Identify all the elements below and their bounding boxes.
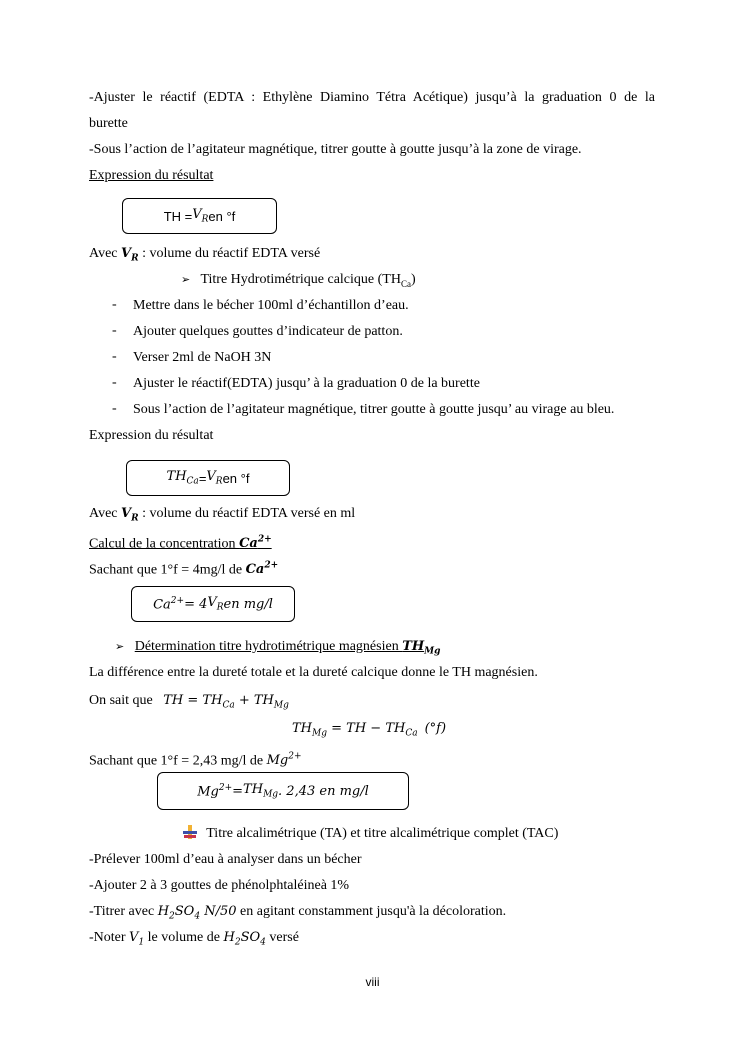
subsection-heading: ➢ Détermination titre hydrotimétrique magnésien $TH_{Mg}$	[115, 639, 441, 657]
text-line: -Titrer avec $H_2SO_4$ N/50 en agitant constamment jusqu'à la décoloration.	[89, 904, 507, 922]
list-bullet: -	[112, 401, 117, 416]
arrow-bullet-icon: ➢	[181, 274, 191, 286]
colored-bullet-icon	[183, 825, 197, 839]
page-number: viii	[365, 975, 380, 989]
list-item: Ajuster le réactif(EDTA) jusqu’ à la graduation 0 de la burette	[133, 376, 480, 391]
text-line: Sachant que 1°f = 2,43 mg/l de $Mg^{2+}$	[89, 752, 302, 769]
text-line: -Ajouter 2 à 3 gouttes de phénolphtaléineà 1%	[89, 878, 350, 893]
text-line: On sait que TH = $TH_{Ca} + TH_{Mg}$	[89, 693, 289, 711]
list-item: Ajouter quelques gouttes d’indicateur de patton.	[133, 324, 403, 339]
text-line: Sachant que 1°f = 4mg/l de $Ca^{2+}$	[89, 561, 279, 578]
text-line: La différence entre la dureté totale et la dureté calcique donne le TH magnésien.	[89, 665, 538, 680]
section-heading: Expression du résultat	[89, 168, 214, 183]
list-bullet: -	[112, 375, 117, 390]
text-line: Avec $V_R$ : volume du réactif EDTA versé	[89, 246, 321, 264]
list-bullet: -	[112, 349, 117, 364]
text-line: burette	[89, 116, 128, 131]
formula-line: $TH_{Mg}$ = TH − $TH_{Ca}$ (°f)	[292, 721, 447, 739]
list-item: Verser 2ml de NaOH 3N	[133, 350, 272, 365]
formula-box-mg: $Mg^{2+}$ = $TH_{Mg}$ . 2,43 en mg/l	[157, 772, 409, 810]
subsection-heading: ➢ Titre Hydrotimétrique calcique $(TH_{Ca})$	[181, 272, 416, 289]
text-line: Avec $V_R$ : volume du réactif EDTA versé en ml	[89, 506, 356, 524]
arrow-bullet-icon: ➢	[115, 641, 125, 653]
section-heading: Expression du résultat	[89, 428, 214, 443]
text-line: -Ajuster le réactif (EDTA : Ethylène Diamino Tétra Acétique) jusqu’à la graduation 0 de la	[89, 90, 655, 105]
subsection-heading: Titre alcalimétrique (TA) et titre alcalimétrique complet (TAC)	[183, 825, 558, 843]
list-item: Sous l’action de l’agitateur magnétique, titrer goutte à goutte jusqu’ au virage au bleu.	[133, 402, 615, 417]
text-line: -Sous l’action de l’agitateur magnétique, titrer goutte à goutte jusqu’à la zone de virage.	[89, 142, 582, 157]
formula-box-th: TH = $V_R$ en °f	[122, 198, 277, 234]
text-line: -Noter $V_1$ le volume de $H_2SO_4$ versé	[89, 930, 299, 948]
list-item: Mettre dans le bécher 100ml d’échantillon d’eau.	[133, 298, 409, 313]
list-bullet: -	[112, 323, 117, 338]
list-bullet: -	[112, 297, 117, 312]
formula-box-ca: $Ca^{2+}$ = 4 $V_R$ en mg/l	[131, 586, 295, 622]
text-line: -Prélever 100ml d’eau à analyser dans un bécher	[89, 852, 362, 867]
formula-box-thca: $TH_{Ca}$ = $V_R$ en °f	[126, 460, 290, 496]
section-heading: Calcul de la concentration $Ca^{2+}$	[89, 535, 272, 552]
